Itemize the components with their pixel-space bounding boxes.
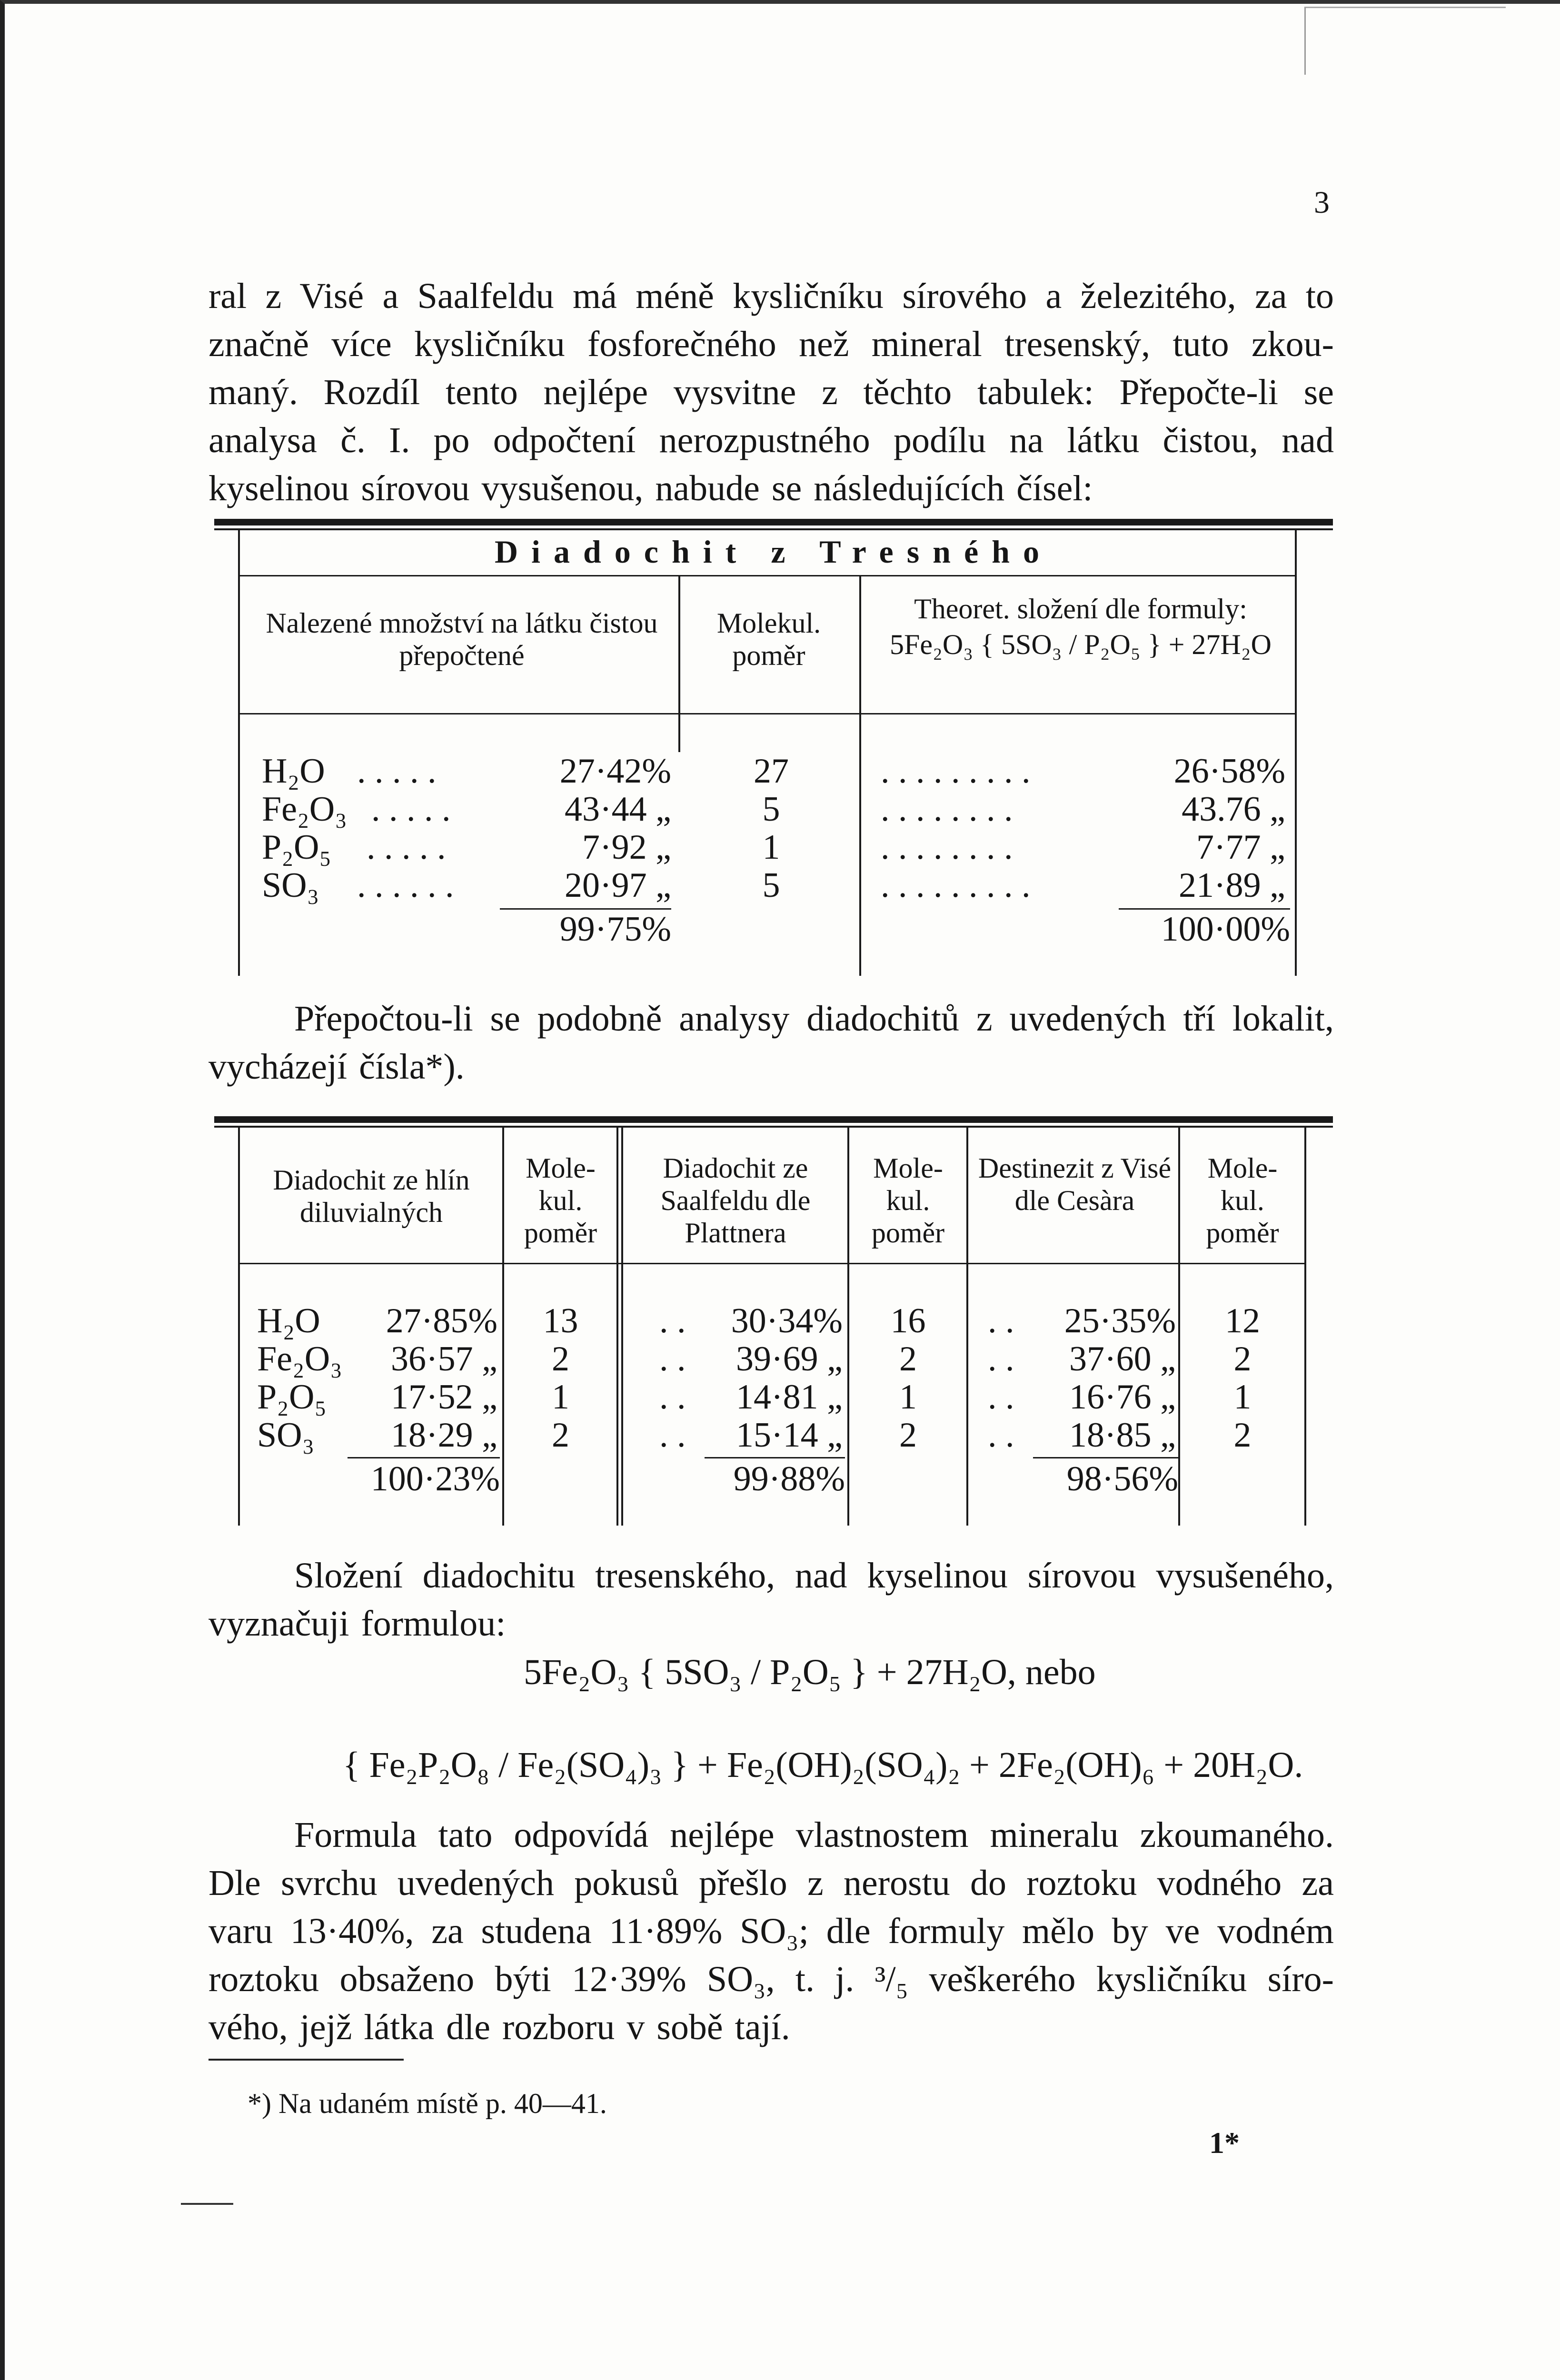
row-mol: 1	[762, 828, 780, 867]
row-a: 27·85%	[386, 1301, 497, 1340]
row-cm: 2	[1233, 1339, 1252, 1378]
table-col-divider	[859, 714, 861, 976]
scan-scratch	[181, 2203, 233, 2205]
dot-leader: . .	[988, 1339, 1014, 1378]
table-col-divider	[678, 575, 680, 752]
row-theor: 43.76 „	[1182, 790, 1285, 829]
dot-leader: . . . . . .	[357, 866, 454, 905]
sum-rule	[705, 1457, 845, 1458]
dot-leader: . .	[659, 1339, 686, 1378]
text-line: Přepočtou-li se podobně analysy diadochitů z uvedených tří lokalit,	[294, 999, 1334, 1039]
row-formula: Fe₂O₃	[262, 790, 348, 829]
paragraph-conclusion	[209, 1811, 1334, 2052]
dot-leader: . .	[659, 1416, 686, 1455]
row-formula: Fe₂O₃	[257, 1339, 343, 1378]
text-line: varu 13·40%, za studena 11·89% SO₃; dle formuly mělo by ve vodném	[209, 1911, 1334, 1951]
paragraph-intro	[209, 272, 1334, 513]
row-mol: 5	[762, 866, 780, 905]
printer-signature: 1*	[1209, 2126, 1240, 2160]
row-a: 36·57 „	[391, 1339, 497, 1378]
row-formula: P₂O₅	[262, 828, 332, 867]
row-a: 18·29 „	[391, 1416, 497, 1455]
row-am: 13	[543, 1301, 578, 1340]
total-a: 100·23%	[370, 1459, 500, 1498]
header-theoretical-formula: 5Fe₂O₃ { 5SO₃ / P₂O₅ } + 27H₂O	[889, 629, 1272, 660]
dot-leader: . . . . . . . .	[881, 828, 1013, 867]
text-line: značně více kysličníku fosforečného než mineral tresenský, tuto zkou-	[209, 324, 1334, 364]
dot-leader: . .	[988, 1301, 1014, 1340]
table-diadochit-tresne	[214, 519, 1333, 976]
header-vise: Destinezit z Visé dle Cesàra	[978, 1152, 1172, 1216]
row-cm: 2	[1233, 1416, 1252, 1455]
text-line: vého, jejž látka dle rozboru v sobě tají.	[209, 2007, 790, 2047]
table-header-rule	[238, 713, 1295, 714]
dot-leader: . .	[988, 1416, 1014, 1455]
table-col-divider	[616, 1126, 618, 1526]
table-header-rule	[238, 1263, 1304, 1264]
table-title-rule	[238, 575, 1295, 576]
table-diadochit-comparison	[214, 1116, 1333, 1526]
dot-leader: . . . . . . . . .	[881, 866, 1031, 905]
header-theoretical: Theoret. složení dle formuly:	[914, 593, 1247, 625]
row-c: 16·76 „	[1069, 1378, 1176, 1417]
row-formula: SO₃	[257, 1416, 315, 1455]
row-theor: 26·58%	[1173, 752, 1285, 791]
row-cm: 12	[1225, 1301, 1260, 1340]
dot-leader: . .	[988, 1378, 1014, 1417]
row-am: 1	[552, 1378, 569, 1417]
header-found-amount: Nalezené množství na látku čistou přepočtené	[266, 607, 658, 671]
row-am: 2	[552, 1416, 569, 1455]
row-c: 37·60 „	[1069, 1339, 1176, 1378]
table-border-right	[1295, 528, 1297, 976]
text-line: Složení diadochitu tresenského, nad kyselinou sírovou vysušeného,	[294, 1556, 1334, 1596]
row-formula: H₂O	[262, 752, 325, 791]
formula-main: 5Fe₂O₃ { 5SO₃ / P₂O₅ } + 27H₂O, nebo	[524, 1652, 1096, 1692]
dot-leader: . . . . .	[371, 790, 451, 829]
paragraph-formula-intro	[209, 1552, 1334, 1648]
table-title: Diadochit z Tresného	[494, 534, 1053, 570]
dot-leader: . .	[659, 1301, 686, 1340]
header-saalfeld: Diadochit ze Saalfeldu dle Plattnera	[660, 1152, 811, 1249]
header-mol-b: Mole- kul. poměr	[871, 1152, 945, 1249]
table-col-divider	[502, 1126, 504, 1526]
header-mol-c: Mole- kul. poměr	[1206, 1152, 1279, 1249]
row-b: 15·14 „	[736, 1416, 843, 1455]
formula-alternative: { Fe₂P₂O₈ / Fe₂(SO₄)₃ } + Fe₂(OH)₂(SO₄)₂ + 2Fe₂(OH)₆ + 20H₂O.	[343, 1745, 1303, 1785]
table-rule-top	[214, 519, 1333, 526]
table-rule-top-thin	[214, 528, 1333, 530]
row-theor: 7·77 „	[1196, 828, 1285, 867]
text-line: ral z Visé a Saalfeldu má méně kysličníku sírového a železitého, za to	[209, 276, 1334, 316]
sum-rule	[1033, 1457, 1178, 1458]
footnote-rule	[209, 2059, 404, 2061]
row-mol: 5	[762, 790, 780, 829]
sum-rule	[348, 1457, 500, 1458]
text-line: kyselinou sírovou vysušenou, nabude se následujících čísel:	[209, 468, 1093, 508]
row-b: 14·81 „	[736, 1378, 843, 1417]
table-col-divider	[847, 1126, 849, 1526]
text-line: vyznačuji formulou:	[209, 1604, 506, 1644]
page-number: 3	[1314, 185, 1330, 220]
row-found: 43·44 „	[565, 790, 671, 829]
row-bm: 16	[890, 1301, 926, 1340]
text-line: roztoku obsaženo býti 12·39% SO₃, t. j. ³/₅ veškerého kysličníku síro-	[209, 1959, 1334, 1999]
text-line: analysa č. I. po odpočtení nerozpustného podílu na látku čistou, nad	[209, 420, 1334, 460]
row-formula: H₂O	[257, 1301, 320, 1340]
header-diluvial: Diadochit ze hlín diluvialných	[273, 1164, 470, 1228]
table-rule-top	[214, 1116, 1333, 1123]
text-line: vycházejí čísla*).	[209, 1047, 465, 1087]
dot-leader: . . . . .	[367, 828, 446, 867]
text-line: Dle svrchu uvedených pokusů přešlo z nerostu do roztoku vodného za	[209, 1863, 1334, 1903]
paragraph-recalc	[209, 995, 1334, 1091]
row-cm: 1	[1233, 1378, 1252, 1417]
total-c: 98·56%	[1066, 1459, 1178, 1498]
row-bm: 2	[899, 1339, 917, 1378]
table-col-divider	[966, 1126, 968, 1526]
table-col-divider	[621, 1126, 623, 1526]
total-found: 99·75%	[559, 910, 671, 949]
scan-corner-mark	[1304, 7, 1506, 75]
row-mol: 27	[754, 752, 789, 791]
row-theor: 21·89 „	[1179, 866, 1285, 905]
row-a: 17·52 „	[391, 1378, 497, 1417]
row-found: 20·97 „	[565, 866, 671, 905]
row-c: 18·85 „	[1069, 1416, 1176, 1455]
dot-leader: . . . . .	[357, 752, 437, 791]
row-b: 30·34%	[731, 1301, 843, 1340]
row-formula: SO₃	[262, 866, 319, 905]
total-theor: 100·00%	[1161, 910, 1290, 949]
header-mol-a: Mole- kul. poměr	[524, 1152, 597, 1249]
total-b: 99·88%	[733, 1459, 845, 1498]
dot-leader: . .	[659, 1378, 686, 1417]
dot-leader: . . . . . . . .	[881, 790, 1013, 829]
header-molecular-ratio: Molekul. poměr	[716, 607, 821, 671]
table-rule-top-thin	[214, 1126, 1333, 1128]
table-border-left	[238, 528, 240, 976]
row-found: 27·42%	[559, 752, 671, 791]
table-col-divider	[1178, 1126, 1180, 1526]
footnote: *) Na udaném místě p. 40—41.	[248, 2088, 607, 2119]
row-bm: 2	[899, 1416, 917, 1455]
table-border-right	[1304, 1126, 1306, 1526]
row-b: 39·69 „	[736, 1339, 843, 1378]
row-am: 2	[552, 1339, 569, 1378]
dot-leader: . . . . . . . . .	[881, 752, 1031, 791]
row-found: 7·92 „	[582, 828, 671, 867]
row-c: 25·35%	[1064, 1301, 1176, 1340]
text-line: maný. Rozdíl tento nejlépe vysvitne z těchto tabulek: Přepočte-li se	[209, 372, 1334, 412]
table-border-left	[238, 1126, 240, 1526]
row-bm: 1	[899, 1378, 917, 1417]
row-formula: P₂O₅	[257, 1378, 327, 1417]
text-line: Formula tato odpovídá nejlépe vlastnostem mineralu zkoumaného.	[294, 1815, 1334, 1855]
